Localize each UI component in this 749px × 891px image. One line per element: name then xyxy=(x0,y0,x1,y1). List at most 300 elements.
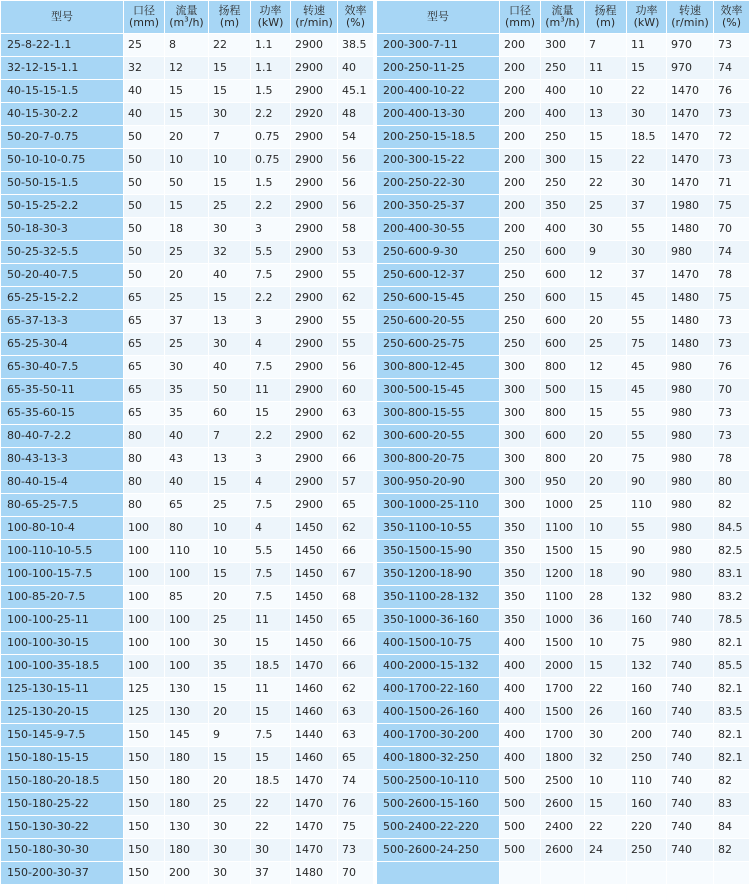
cell-flow: 500 xyxy=(541,379,585,402)
cell-head: 22 xyxy=(585,172,627,195)
table-row xyxy=(1,793,374,816)
cell-flow: 800 xyxy=(541,448,585,471)
cell-power: 15 xyxy=(251,632,291,655)
cell-diameter: 40 xyxy=(124,80,165,103)
cell-efficiency: 78.5 xyxy=(714,609,749,632)
cell-efficiency: 56 xyxy=(338,149,374,172)
table-row xyxy=(1,494,374,517)
cell-speed: 1470 xyxy=(291,655,338,678)
cell-head: 24 xyxy=(585,839,627,862)
cell-flow: 25 xyxy=(165,241,209,264)
cell-model: 500-2400-22-220 xyxy=(377,816,500,839)
cell-model: 300-600-20-55 xyxy=(377,425,500,448)
table-row xyxy=(1,356,374,379)
cell-flow: 20 xyxy=(165,126,209,149)
cell-power: 7.5 xyxy=(251,563,291,586)
cell-speed: 1450 xyxy=(291,609,338,632)
cell-power: 30 xyxy=(627,103,667,126)
cell-speed: 2900 xyxy=(291,310,338,333)
cell-diameter: 300 xyxy=(500,402,541,425)
cell-efficiency: 55 xyxy=(338,264,374,287)
cell-speed: 740 xyxy=(667,747,714,770)
cell-model: 50-20-40-7.5 xyxy=(1,264,124,287)
cell-head: 15 xyxy=(585,287,627,310)
cell-model: 40-15-15-1.5 xyxy=(1,80,124,103)
cell-efficiency: 83.5 xyxy=(714,701,749,724)
table-row xyxy=(377,678,749,701)
cell-power: 7.5 xyxy=(251,494,291,517)
cell-diameter: 25 xyxy=(124,34,165,57)
cell-power: 30 xyxy=(627,172,667,195)
cell-efficiency: 70 xyxy=(338,862,374,885)
cell-flow: 15 xyxy=(165,103,209,126)
table-row xyxy=(377,34,749,57)
cell-power: 55 xyxy=(627,218,667,241)
cell-speed: 1450 xyxy=(291,540,338,563)
cell-power: 30 xyxy=(251,839,291,862)
cell-head: 30 xyxy=(209,862,251,885)
cell-model: 350-1000-36-160 xyxy=(377,609,500,632)
table-row xyxy=(377,425,749,448)
cell-flow: 400 xyxy=(541,80,585,103)
cell-efficiency: 62 xyxy=(338,425,374,448)
cell-efficiency: 56 xyxy=(338,172,374,195)
cell-head: 15 xyxy=(585,379,627,402)
cell-head: 20 xyxy=(585,448,627,471)
cell-speed: 1450 xyxy=(291,586,338,609)
cell-diameter: 150 xyxy=(124,793,165,816)
cell-efficiency: 63 xyxy=(338,701,374,724)
cell-diameter xyxy=(500,862,541,885)
cell-power: 4 xyxy=(251,333,291,356)
cell-model: 200-400-10-22 xyxy=(377,80,500,103)
cell-flow: 43 xyxy=(165,448,209,471)
cell-flow: 950 xyxy=(541,471,585,494)
cell-flow: 250 xyxy=(541,172,585,195)
cell-diameter: 65 xyxy=(124,402,165,425)
cell-model: 50-50-15-1.5 xyxy=(1,172,124,195)
table-row xyxy=(1,149,374,172)
table-row xyxy=(1,80,374,103)
cell-model: 250-600-25-75 xyxy=(377,333,500,356)
cell-diameter: 250 xyxy=(500,264,541,287)
cell-diameter: 150 xyxy=(124,770,165,793)
cell-model: 65-37-13-3 xyxy=(1,310,124,333)
cell-flow: 180 xyxy=(165,793,209,816)
cell-head: 26 xyxy=(585,701,627,724)
cell-diameter: 200 xyxy=(500,149,541,172)
cell-speed: 1470 xyxy=(291,793,338,816)
cell-speed: 1460 xyxy=(291,678,338,701)
cell-efficiency: 83.2 xyxy=(714,586,749,609)
table-row xyxy=(377,540,749,563)
cell-model: 125-130-20-15 xyxy=(1,701,124,724)
cell-flow: 350 xyxy=(541,195,585,218)
table-row xyxy=(1,770,374,793)
cell-diameter: 500 xyxy=(500,816,541,839)
cell-model: 100-100-15-7.5 xyxy=(1,563,124,586)
cell-flow: 100 xyxy=(165,563,209,586)
cell-head: 32 xyxy=(209,241,251,264)
cell-diameter: 100 xyxy=(124,632,165,655)
cell-speed: 1480 xyxy=(291,862,338,885)
table-row xyxy=(377,402,749,425)
table-row xyxy=(1,172,374,195)
cell-model: 150-145-9-7.5 xyxy=(1,724,124,747)
cell-speed: 980 xyxy=(667,402,714,425)
cell-power: 55 xyxy=(627,402,667,425)
cell-power: 15 xyxy=(627,57,667,80)
cell-diameter: 50 xyxy=(124,126,165,149)
cell-head: 15 xyxy=(209,287,251,310)
cell-speed: 970 xyxy=(667,57,714,80)
table-row xyxy=(1,402,374,425)
cell-model: 400-1500-10-75 xyxy=(377,632,500,655)
cell-flow: 1500 xyxy=(541,540,585,563)
table-row xyxy=(377,471,749,494)
cell-head: 15 xyxy=(209,80,251,103)
header-efficiency: 效率 (%) xyxy=(714,1,749,34)
cell-flow: 130 xyxy=(165,816,209,839)
cell-speed: 1480 xyxy=(667,287,714,310)
cell-power: 75 xyxy=(627,448,667,471)
cell-diameter: 150 xyxy=(124,747,165,770)
cell-efficiency: 58 xyxy=(338,218,374,241)
cell-diameter: 65 xyxy=(124,333,165,356)
cell-head: 30 xyxy=(209,333,251,356)
cell-head: 7 xyxy=(209,425,251,448)
cell-power: 15 xyxy=(251,701,291,724)
cell-model: 250-600-15-45 xyxy=(377,287,500,310)
cell-power: 37 xyxy=(251,862,291,885)
table-row xyxy=(1,816,374,839)
table-row xyxy=(1,678,374,701)
cell-diameter: 40 xyxy=(124,103,165,126)
cell-model: 250-600-12-37 xyxy=(377,264,500,287)
table-row xyxy=(1,471,374,494)
table-row xyxy=(377,494,749,517)
cell-model: 500-2600-15-160 xyxy=(377,793,500,816)
cell-efficiency: 82.1 xyxy=(714,747,749,770)
cell-flow: 1100 xyxy=(541,517,585,540)
cell-power: 15 xyxy=(251,402,291,425)
cell-diameter: 350 xyxy=(500,540,541,563)
cell-model: 400-1500-26-160 xyxy=(377,701,500,724)
cell-diameter: 200 xyxy=(500,80,541,103)
cell-head: 10 xyxy=(209,540,251,563)
cell-head: 60 xyxy=(209,402,251,425)
cell-power: 90 xyxy=(627,540,667,563)
cell-flow: 40 xyxy=(165,471,209,494)
cell-head: 10 xyxy=(585,770,627,793)
cell-head: 30 xyxy=(585,724,627,747)
cell-power: 160 xyxy=(627,701,667,724)
cell-efficiency: 74 xyxy=(714,57,749,80)
cell-power: 75 xyxy=(627,333,667,356)
table-row xyxy=(377,310,749,333)
cell-speed: 1450 xyxy=(291,563,338,586)
cell-flow: 1200 xyxy=(541,563,585,586)
cell-head: 10 xyxy=(585,517,627,540)
table-row xyxy=(1,632,374,655)
cell-speed: 980 xyxy=(667,425,714,448)
table-row xyxy=(1,126,374,149)
cell-speed: 1440 xyxy=(291,724,338,747)
cell-speed: 2900 xyxy=(291,471,338,494)
pump-table-right xyxy=(376,0,749,885)
cell-efficiency: 76 xyxy=(714,80,749,103)
cell-head: 15 xyxy=(585,793,627,816)
cell-speed: 2900 xyxy=(291,57,338,80)
cell-efficiency: 74 xyxy=(338,770,374,793)
cell-diameter: 125 xyxy=(124,678,165,701)
cell-diameter: 350 xyxy=(500,586,541,609)
cell-power: 7.5 xyxy=(251,724,291,747)
cell-flow: 80 xyxy=(165,517,209,540)
cell-speed: 1470 xyxy=(667,103,714,126)
cell-efficiency: 66 xyxy=(338,655,374,678)
cell-model: 100-110-10-5.5 xyxy=(1,540,124,563)
table-row xyxy=(1,34,374,57)
table-row xyxy=(1,241,374,264)
cell-speed: 1480 xyxy=(667,333,714,356)
cell-model: 65-25-15-2.2 xyxy=(1,287,124,310)
cell-head: 10 xyxy=(209,149,251,172)
cell-model: 100-100-35-18.5 xyxy=(1,655,124,678)
cell-model: 100-100-30-15 xyxy=(1,632,124,655)
cell-head: 36 xyxy=(585,609,627,632)
table-row xyxy=(377,379,749,402)
cell-model xyxy=(377,862,500,885)
cell-flow: 300 xyxy=(541,34,585,57)
cell-flow: 250 xyxy=(541,126,585,149)
cell-power: 22 xyxy=(251,816,291,839)
cell-flow: 600 xyxy=(541,287,585,310)
cell-head: 13 xyxy=(209,310,251,333)
cell-diameter: 350 xyxy=(500,517,541,540)
cell-efficiency: 56 xyxy=(338,195,374,218)
cell-diameter: 100 xyxy=(124,609,165,632)
table-row xyxy=(1,195,374,218)
cell-efficiency: 75 xyxy=(338,816,374,839)
cell-speed: 1480 xyxy=(667,218,714,241)
cell-speed: 980 xyxy=(667,517,714,540)
cell-speed: 1450 xyxy=(291,632,338,655)
table-row xyxy=(377,839,749,862)
cell-head: 32 xyxy=(585,747,627,770)
cell-efficiency: 82.1 xyxy=(714,632,749,655)
cell-head: 30 xyxy=(209,839,251,862)
table-row xyxy=(1,448,374,471)
cell-model: 50-15-25-2.2 xyxy=(1,195,124,218)
cell-efficiency: 55 xyxy=(338,310,374,333)
cell-model: 300-800-15-55 xyxy=(377,402,500,425)
cell-speed: 1470 xyxy=(667,126,714,149)
cell-flow: 1700 xyxy=(541,724,585,747)
cell-efficiency: 75 xyxy=(714,287,749,310)
table-row xyxy=(377,563,749,586)
cell-power: 3 xyxy=(251,310,291,333)
cell-efficiency: 75 xyxy=(714,195,749,218)
cell-power: 7.5 xyxy=(251,356,291,379)
cell-model: 80-40-15-4 xyxy=(1,471,124,494)
cell-efficiency: 73 xyxy=(714,34,749,57)
cell-model: 200-300-7-11 xyxy=(377,34,500,57)
cell-power: 1.1 xyxy=(251,57,291,80)
table-row xyxy=(1,333,374,356)
cell-diameter: 80 xyxy=(124,425,165,448)
cell-model: 350-1100-28-132 xyxy=(377,586,500,609)
cell-efficiency: 53 xyxy=(338,241,374,264)
cell-speed: 1470 xyxy=(667,80,714,103)
cell-head: 25 xyxy=(209,609,251,632)
cell-speed: 980 xyxy=(667,563,714,586)
cell-power: 45 xyxy=(627,379,667,402)
cell-power: 250 xyxy=(627,839,667,862)
cell-diameter: 100 xyxy=(124,540,165,563)
cell-efficiency: 68 xyxy=(338,586,374,609)
cell-head: 7 xyxy=(585,34,627,57)
cell-speed: 980 xyxy=(667,540,714,563)
cell-diameter: 200 xyxy=(500,103,541,126)
cell-efficiency: 73 xyxy=(714,103,749,126)
table-row xyxy=(377,609,749,632)
cell-flow: 8 xyxy=(165,34,209,57)
cell-head: 20 xyxy=(209,701,251,724)
cell-efficiency: 83.1 xyxy=(714,563,749,586)
cell-model: 40-15-30-2.2 xyxy=(1,103,124,126)
cell-diameter: 300 xyxy=(500,448,541,471)
cell-power: 2.2 xyxy=(251,287,291,310)
table-row xyxy=(377,724,749,747)
table-row xyxy=(1,655,374,678)
cell-efficiency: 65 xyxy=(338,609,374,632)
cell-diameter: 32 xyxy=(124,57,165,80)
cell-flow: 600 xyxy=(541,264,585,287)
cell-flow: 180 xyxy=(165,839,209,862)
cell-diameter: 50 xyxy=(124,195,165,218)
cell-flow: 180 xyxy=(165,770,209,793)
table-row xyxy=(377,218,749,241)
cell-power: 1.5 xyxy=(251,172,291,195)
cell-efficiency: 62 xyxy=(338,517,374,540)
cell-head: 15 xyxy=(209,678,251,701)
cell-efficiency: 73 xyxy=(714,402,749,425)
cell-diameter: 200 xyxy=(500,195,541,218)
cell-head: 10 xyxy=(585,80,627,103)
cell-model: 50-25-32-5.5 xyxy=(1,241,124,264)
cell-power: 90 xyxy=(627,563,667,586)
cell-power: 11 xyxy=(627,34,667,57)
cell-model: 200-300-15-22 xyxy=(377,149,500,172)
cell-efficiency: 83 xyxy=(714,793,749,816)
header-power: 功率 (kW) xyxy=(251,1,291,34)
cell-efficiency: 62 xyxy=(338,287,374,310)
cell-diameter: 300 xyxy=(500,425,541,448)
table-row xyxy=(377,747,749,770)
cell-speed: 2900 xyxy=(291,241,338,264)
cell-head: 9 xyxy=(585,241,627,264)
cell-efficiency: 67 xyxy=(338,563,374,586)
cell-model: 125-130-15-11 xyxy=(1,678,124,701)
table-row xyxy=(1,609,374,632)
cell-head: 12 xyxy=(585,356,627,379)
cell-diameter: 250 xyxy=(500,241,541,264)
cell-power: 1.5 xyxy=(251,80,291,103)
cell-efficiency: 78 xyxy=(714,264,749,287)
cell-power: 160 xyxy=(627,678,667,701)
cell-power: 0.75 xyxy=(251,126,291,149)
cell-efficiency: 78 xyxy=(714,448,749,471)
cell-power: 132 xyxy=(627,586,667,609)
cell-head: 20 xyxy=(585,471,627,494)
cell-power: 30 xyxy=(627,241,667,264)
table-row xyxy=(377,655,749,678)
cell-model: 350-1100-10-55 xyxy=(377,517,500,540)
table-row xyxy=(1,264,374,287)
cell-flow xyxy=(541,862,585,885)
cell-diameter: 100 xyxy=(124,655,165,678)
table-row xyxy=(377,172,749,195)
cell-flow: 1100 xyxy=(541,586,585,609)
cell-diameter: 200 xyxy=(500,57,541,80)
cell-model: 100-80-10-4 xyxy=(1,517,124,540)
cell-model: 150-200-30-37 xyxy=(1,862,124,885)
cell-flow: 600 xyxy=(541,425,585,448)
cell-model: 150-180-15-15 xyxy=(1,747,124,770)
header-speed: 转速 (r/min) xyxy=(667,1,714,34)
cell-diameter: 350 xyxy=(500,563,541,586)
cell-flow: 1700 xyxy=(541,678,585,701)
table-row xyxy=(1,218,374,241)
cell-speed: 740 xyxy=(667,678,714,701)
cell-power: 55 xyxy=(627,310,667,333)
cell-head: 35 xyxy=(209,655,251,678)
cell-speed: 2900 xyxy=(291,34,338,57)
cell-speed: 2900 xyxy=(291,80,338,103)
table-header-row xyxy=(377,1,749,34)
cell-power: 22 xyxy=(627,149,667,172)
cell-speed: 2900 xyxy=(291,172,338,195)
table-row xyxy=(1,563,374,586)
cell-head: 28 xyxy=(585,586,627,609)
cell-power: 45 xyxy=(627,287,667,310)
cell-speed: 2900 xyxy=(291,494,338,517)
cell-speed: 1470 xyxy=(667,149,714,172)
cell-efficiency: 76 xyxy=(714,356,749,379)
table-row xyxy=(377,241,749,264)
table-row xyxy=(1,747,374,770)
cell-speed: 2900 xyxy=(291,126,338,149)
cell-head: 13 xyxy=(585,103,627,126)
cell-efficiency: 82 xyxy=(714,839,749,862)
cell-speed: 740 xyxy=(667,839,714,862)
table-row xyxy=(377,701,749,724)
table-row xyxy=(377,793,749,816)
cell-efficiency: 71 xyxy=(714,172,749,195)
cell-model: 65-35-50-11 xyxy=(1,379,124,402)
cell-flow: 85 xyxy=(165,586,209,609)
cell-flow: 25 xyxy=(165,287,209,310)
cell-head: 15 xyxy=(585,149,627,172)
cell-power: 11 xyxy=(251,678,291,701)
cell-power: 5.5 xyxy=(251,241,291,264)
cell-model: 200-250-15-18.5 xyxy=(377,126,500,149)
cell-power: 110 xyxy=(627,494,667,517)
cell-flow: 35 xyxy=(165,379,209,402)
cell-speed: 740 xyxy=(667,770,714,793)
cell-efficiency: 48 xyxy=(338,103,374,126)
